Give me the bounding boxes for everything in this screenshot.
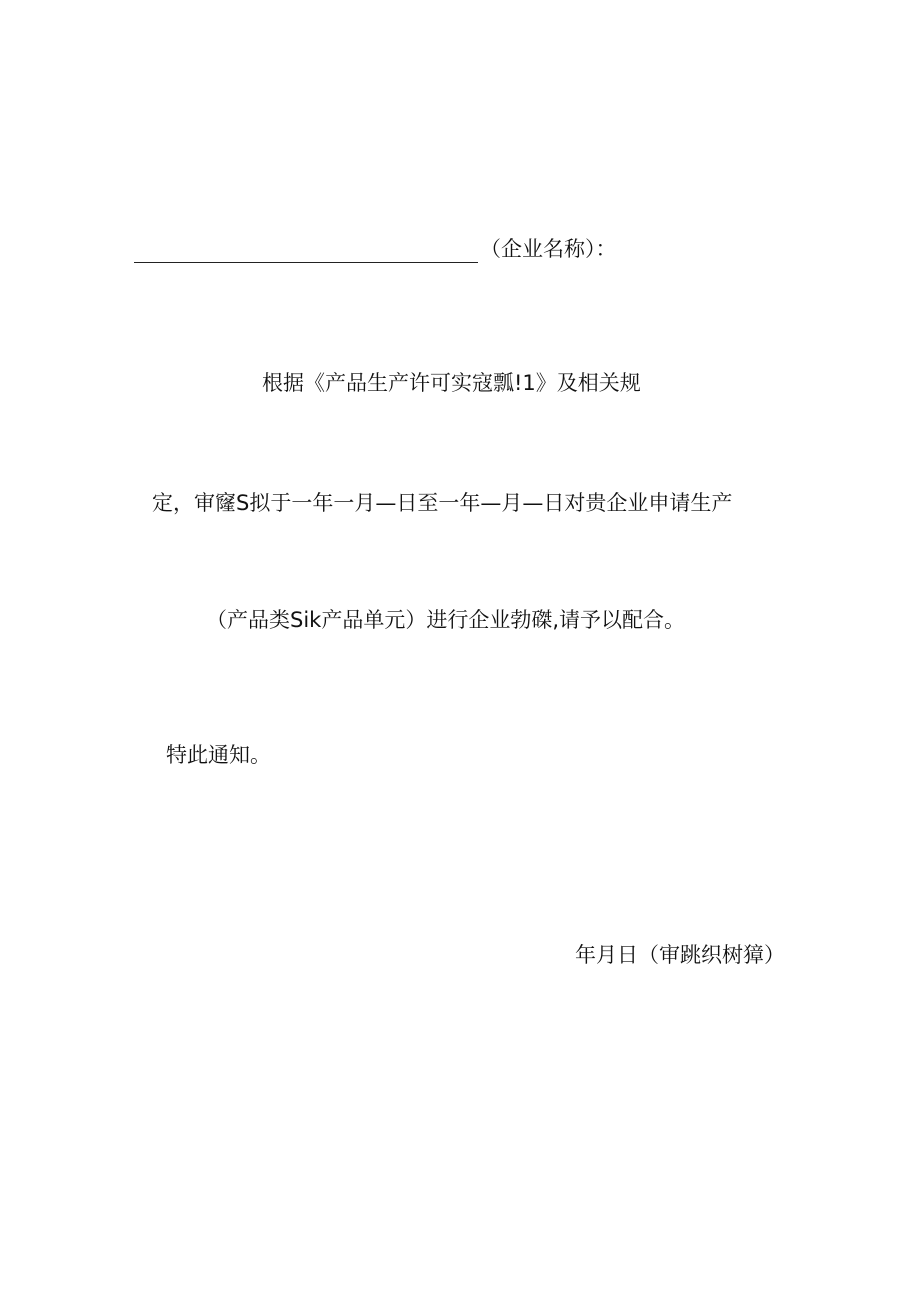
body-line-1: 根据《产品生产许可实寇瓢!1》及相关规 — [262, 371, 641, 395]
signature-date-line: 年月日（审跳织树獐） — [575, 943, 785, 967]
addressee-suffix: （企业名称）： — [480, 237, 617, 261]
body-line-2: 定，审窿S拟于一年一月—日至一年—月—日对贵企业申请生产 — [152, 491, 733, 515]
company-name-blank — [134, 240, 478, 263]
body-line-3: （产品类Sik产品单元）进行企业勃磔,请予以配合。 — [206, 608, 685, 632]
addressee-line — [134, 235, 617, 263]
closing-line: 特此通知。 — [166, 743, 271, 767]
